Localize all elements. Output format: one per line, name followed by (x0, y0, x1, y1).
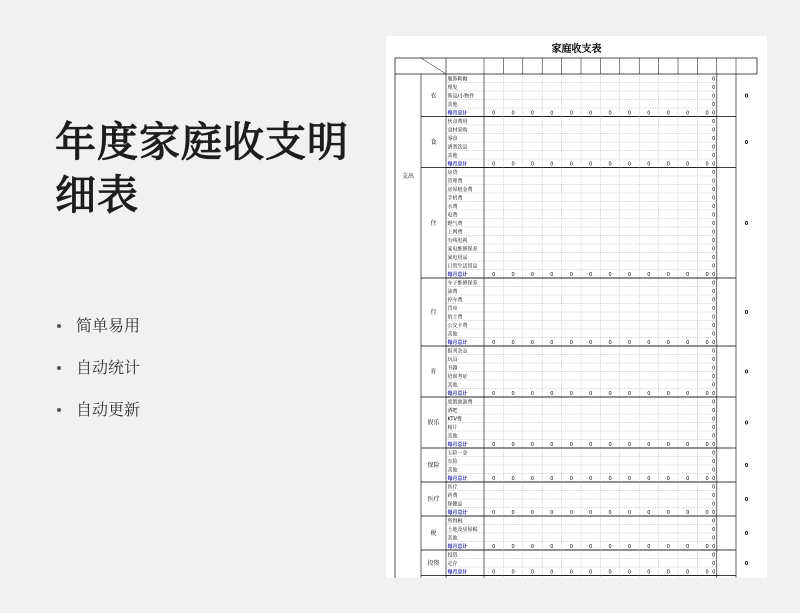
month-total-value: 0 (608, 442, 612, 448)
month-total-value: 0 (666, 476, 670, 482)
item-label: KTV费 (447, 416, 462, 423)
month-total-value: 0 (530, 110, 535, 117)
month-total-value: 0 (569, 391, 573, 397)
group-label: 行 (430, 309, 437, 316)
month-total-value: 0 (511, 544, 515, 550)
group-grand-total: 0 (744, 140, 749, 146)
row-total-value: 0 (712, 561, 716, 567)
month-total-value: 0 (686, 110, 690, 117)
item-label: 的士费 (447, 314, 463, 321)
month-total-value: 0 (569, 476, 573, 482)
month-total-value: 0 (530, 510, 535, 516)
year-total-value: 0 (712, 340, 716, 346)
year-total-value: 0 (712, 161, 716, 168)
month-total-value: 0 (686, 569, 690, 576)
month-total-value: 0 (511, 161, 515, 168)
month-total-value: 0 (666, 110, 670, 117)
section-label: 支出 (401, 173, 415, 180)
row-total-value: 0 (712, 144, 716, 151)
item-label: 理发 (447, 85, 458, 91)
year-total-value: 0 (712, 544, 716, 550)
row-total-value: 0 (712, 255, 716, 261)
group-label: 食 (430, 139, 437, 146)
row-total-value: 0 (712, 102, 716, 108)
month-total-value: 0 (530, 272, 535, 278)
row-total-value: 0 (712, 552, 716, 559)
month-total-value: 0 (492, 340, 496, 346)
header-row (395, 58, 757, 74)
month-total-value: 0 (530, 391, 535, 397)
month-total-value: 0 (550, 544, 554, 550)
month-total-value: 0 (686, 544, 690, 550)
item-label: 定存 (447, 561, 458, 567)
row-total-value: 0 (712, 153, 716, 159)
monthly-total-label: 每月总计 (447, 391, 468, 397)
sheet-title: 家庭收支表 (551, 44, 602, 55)
item-label: 酒吧 (447, 408, 458, 414)
group-grand-total: 0 (744, 560, 749, 567)
month-total-value: 0 (647, 510, 651, 516)
row-total-value: 0 (712, 85, 716, 91)
row-total-value: 0 (712, 467, 716, 474)
row-total-value: 0 (712, 399, 716, 406)
month-total-value: 0 (589, 442, 593, 448)
row-total-value: 0 (712, 501, 716, 508)
month-total-value: 0 (569, 442, 573, 448)
row-total-value: 0 (712, 127, 716, 134)
month-total-value: 0 (550, 476, 554, 482)
item-label: 停车费 (447, 297, 463, 304)
month-total-value: 0 (569, 510, 573, 516)
month-total-value: 0 (492, 161, 496, 168)
group-grand-total: 0 (744, 93, 749, 100)
row-total-value: 0 (712, 416, 716, 423)
month-total-value: 0 (511, 569, 515, 576)
month-total-value: 0 (492, 476, 496, 482)
month-total-value: 0 (589, 110, 593, 117)
month-total-value: 0 (627, 442, 632, 448)
item-label: 其他 (447, 102, 458, 108)
row-total-value: 0 (712, 170, 716, 176)
month-total-value: 0 (666, 161, 670, 168)
item-label: 度假旅游费 (447, 399, 473, 406)
month-total-value: 0 (705, 272, 709, 278)
month-total-value: 0 (492, 391, 496, 397)
row-total-value: 0 (712, 263, 716, 270)
month-total-value: 0 (589, 161, 593, 168)
month-total-value: 0 (589, 272, 593, 278)
month-total-value: 0 (492, 442, 496, 448)
year-total-value: 0 (712, 569, 716, 576)
item-label: 其他 (447, 433, 458, 440)
row-total-value: 0 (712, 493, 716, 499)
group-label: 衣 (430, 92, 437, 100)
row-total-value: 0 (712, 297, 716, 304)
group-label: 医疗 (427, 496, 440, 503)
month-total-value: 0 (705, 161, 709, 168)
month-total-value: 0 (666, 340, 670, 346)
item-label: 所得税 (447, 518, 463, 525)
group-label: 住 (430, 219, 437, 227)
header-diagonal (421, 58, 446, 74)
item-label: 上网费 (447, 229, 463, 236)
item-label: 玩具 (447, 357, 458, 363)
month-total-value: 0 (608, 340, 612, 346)
month-total-value: 0 (647, 569, 651, 576)
row-total-value: 0 (712, 535, 716, 542)
sheet-grid (386, 36, 767, 578)
month-total-value: 0 (608, 391, 612, 397)
row-total-value: 0 (712, 306, 716, 312)
month-total-value: 0 (530, 569, 535, 576)
month-total-value: 0 (569, 161, 573, 168)
item-label: 其他 (447, 331, 458, 338)
item-label: 饰品/小物件 (447, 93, 475, 100)
month-total-value: 0 (492, 510, 496, 516)
month-total-value: 0 (627, 161, 632, 168)
month-total-value: 0 (686, 272, 690, 278)
month-total-value: 0 (627, 110, 632, 117)
month-total-value: 0 (550, 110, 554, 117)
row-total-value: 0 (712, 450, 716, 457)
group-label: 娱乐 (427, 419, 440, 427)
month-total-value: 0 (666, 544, 670, 550)
item-label: 家电用品 (447, 255, 468, 261)
month-total-value: 0 (627, 569, 632, 576)
item-label: 其他 (447, 467, 458, 474)
month-total-value: 0 (686, 510, 690, 516)
month-total-value: 0 (666, 391, 670, 397)
month-total-value: 0 (511, 272, 515, 278)
month-total-value: 0 (511, 340, 515, 346)
month-total-value: 0 (608, 569, 612, 576)
month-total-value: 0 (705, 510, 709, 516)
item-label: 公交卡费 (447, 323, 468, 329)
month-total-value: 0 (647, 442, 651, 448)
month-total-value: 0 (686, 442, 690, 448)
month-total-value: 0 (530, 340, 535, 346)
month-total-value: 0 (550, 442, 554, 448)
month-total-value: 0 (608, 544, 612, 550)
month-total-value: 0 (589, 391, 593, 397)
row-total-value: 0 (712, 382, 716, 389)
row-total-value: 0 (712, 357, 716, 363)
month-total-value: 0 (705, 442, 709, 448)
month-total-value: 0 (627, 272, 632, 278)
row-total-value: 0 (712, 518, 716, 525)
month-total-value: 0 (686, 161, 690, 168)
item-label: 家电维修保养 (447, 246, 478, 253)
row-total-value: 0 (712, 280, 716, 287)
month-total-value: 0 (569, 569, 573, 576)
item-label: 手机费 (447, 195, 463, 202)
item-label: 其他 (447, 153, 458, 159)
monthly-total-label: 每月总计 (447, 442, 468, 448)
item-label: 医疗 (447, 484, 458, 491)
row-total-value: 0 (712, 178, 716, 185)
month-total-value: 0 (647, 544, 651, 550)
row-total-value: 0 (712, 238, 716, 244)
month-total-value: 0 (705, 391, 709, 397)
month-total-value: 0 (686, 340, 690, 346)
month-total-value: 0 (705, 544, 709, 550)
monthly-total-label: 每月总计 (447, 510, 468, 516)
year-total-value: 0 (712, 110, 716, 117)
month-total-value: 0 (647, 476, 651, 482)
month-total-value: 0 (705, 476, 709, 482)
item-label: 保健品 (447, 501, 463, 508)
row-total-value: 0 (712, 229, 716, 236)
month-total-value: 0 (705, 569, 709, 576)
row-total-value: 0 (712, 323, 716, 329)
month-total-value: 0 (627, 391, 632, 397)
month-total-value: 0 (550, 510, 554, 516)
item-label: 其他 (447, 382, 458, 389)
month-total-value: 0 (686, 476, 690, 482)
row-total-value: 0 (712, 187, 716, 193)
item-label: 房屋租金费 (447, 187, 473, 193)
month-total-value: 0 (589, 510, 593, 516)
item-label: 水费 (447, 204, 458, 210)
month-total-value: 0 (530, 544, 535, 550)
month-total-value: 0 (666, 569, 670, 576)
row-total-value: 0 (712, 331, 716, 338)
month-total-value: 0 (550, 391, 554, 397)
item-label: 燃气费 (447, 221, 463, 227)
item-label: 房贷 (447, 170, 458, 176)
item-label: 车子维修保养 (447, 280, 478, 287)
month-total-value: 0 (492, 272, 496, 278)
year-total-value: 0 (712, 272, 716, 278)
item-label: 电费 (447, 212, 458, 219)
month-total-value: 0 (608, 476, 612, 482)
month-total-value: 0 (666, 510, 670, 516)
row-total-value: 0 (712, 408, 716, 414)
row-total-value: 0 (712, 246, 716, 253)
row-total-value: 0 (712, 433, 716, 440)
group-grand-total: 0 (744, 420, 749, 427)
month-total-value: 0 (492, 110, 496, 117)
feature-item: 自动更新 (57, 396, 140, 438)
month-total-value: 0 (705, 110, 709, 117)
spreadsheet-preview (386, 36, 767, 578)
monthly-total-label: 每月总计 (447, 544, 468, 550)
month-total-value: 0 (647, 391, 651, 397)
item-label: 有线电视 (447, 238, 468, 244)
month-total-value: 0 (686, 391, 690, 397)
month-total-value: 0 (647, 110, 651, 117)
item-label: 五险一金 (447, 450, 468, 457)
month-total-value: 0 (569, 272, 573, 278)
group-grand-total: 0 (744, 369, 749, 376)
item-label: 管理费 (447, 178, 463, 185)
group-grand-total: 0 (744, 497, 749, 503)
monthly-total-label: 每月总计 (447, 569, 468, 576)
monthly-total-label: 每月总计 (447, 476, 468, 482)
row-total-value: 0 (712, 119, 716, 125)
month-total-value: 0 (647, 272, 651, 278)
row-total-value: 0 (712, 365, 716, 372)
item-label: 药费 (447, 493, 458, 499)
month-total-value: 0 (530, 476, 535, 482)
year-total-value: 0 (712, 476, 716, 482)
month-total-value: 0 (569, 110, 573, 117)
row-total-value: 0 (712, 348, 716, 355)
item-label: 罚单 (447, 306, 458, 312)
month-total-value: 0 (511, 391, 515, 397)
group-label: 税 (430, 530, 437, 537)
month-total-value: 0 (647, 340, 651, 346)
month-total-value: 0 (627, 544, 632, 550)
month-total-value: 0 (608, 272, 612, 278)
item-label: 投资 (447, 552, 458, 559)
row-total-value: 0 (712, 76, 716, 83)
row-total-value: 0 (712, 374, 716, 380)
month-total-value: 0 (550, 161, 554, 168)
item-label: 土地及房屋税 (447, 527, 478, 533)
item-label: 相片 (447, 425, 458, 431)
month-total-value: 0 (492, 569, 496, 576)
row-total-value: 0 (712, 289, 716, 295)
month-total-value: 0 (666, 272, 670, 278)
month-total-value: 0 (511, 110, 515, 117)
group-label: 育 (430, 368, 437, 376)
month-total-value: 0 (705, 340, 709, 346)
month-total-value: 0 (589, 476, 593, 482)
item-label: 食材采购 (447, 127, 468, 134)
item-label: 油费 (447, 289, 458, 295)
row-total-value: 0 (712, 527, 716, 533)
row-total-value: 0 (712, 459, 716, 465)
group-grand-total: 0 (744, 531, 749, 537)
item-label: 日常生活用品 (447, 263, 478, 270)
monthly-total-label: 每月总计 (447, 161, 468, 168)
month-total-value: 0 (530, 161, 535, 168)
month-total-value: 0 (530, 442, 535, 448)
row-total-value: 0 (712, 484, 716, 491)
month-total-value: 0 (511, 442, 515, 448)
item-label: 其他 (447, 535, 458, 542)
feature-item: 自动统计 (57, 354, 140, 396)
item-label: 伙食费用 (447, 119, 468, 125)
month-total-value: 0 (647, 161, 651, 168)
row-total-value: 0 (712, 425, 716, 431)
item-label: 车险 (447, 459, 458, 465)
month-total-value: 0 (627, 476, 632, 482)
month-total-value: 0 (608, 510, 612, 516)
item-label: 培训考证 (447, 374, 468, 380)
month-total-value: 0 (666, 442, 670, 448)
year-total-value: 0 (712, 391, 716, 397)
month-total-value: 0 (511, 476, 515, 482)
month-total-value: 0 (550, 272, 554, 278)
item-label: 服饰鞋帽 (447, 76, 468, 83)
month-total-value: 0 (569, 544, 573, 550)
month-total-value: 0 (589, 544, 593, 550)
feature-list (57, 312, 140, 438)
month-total-value: 0 (589, 340, 593, 346)
year-total-value: 0 (712, 510, 716, 516)
item-label: 书籍 (447, 365, 458, 372)
group-label: 保险 (427, 462, 440, 469)
month-total-value: 0 (550, 340, 554, 346)
row-total-value: 0 (712, 212, 716, 219)
group-grand-total: 0 (744, 463, 749, 469)
item-label: 酒类饮品 (447, 144, 468, 151)
month-total-value: 0 (608, 110, 612, 117)
monthly-total-label: 每月总计 (447, 272, 468, 278)
year-total-value: 0 (712, 442, 716, 448)
feature-item: 简单易用 (57, 312, 140, 354)
group-label: 投资 (427, 559, 440, 567)
item-label: 报刊杂志 (447, 348, 468, 355)
row-total-value: 0 (712, 314, 716, 321)
page-title: 年度家庭收支明细表 (55, 118, 349, 219)
group-grand-total: 0 (744, 310, 749, 316)
row-total-value: 0 (712, 93, 716, 100)
row-total-value: 0 (712, 221, 716, 227)
month-total-value: 0 (627, 510, 632, 516)
row-total-value: 0 (712, 195, 716, 202)
month-total-value: 0 (492, 544, 496, 550)
monthly-total-label: 每月总计 (447, 110, 468, 117)
row-total-value: 0 (712, 136, 716, 142)
month-total-value: 0 (550, 569, 554, 576)
month-total-value: 0 (589, 569, 593, 576)
month-total-value: 0 (608, 161, 612, 168)
month-total-value: 0 (627, 340, 632, 346)
month-total-value: 0 (511, 510, 515, 516)
monthly-total-label: 每月总计 (447, 340, 468, 346)
group-grand-total: 0 (744, 220, 749, 227)
item-label: 零食 (447, 136, 458, 142)
row-total-value: 0 (712, 204, 716, 210)
month-total-value: 0 (569, 340, 573, 346)
